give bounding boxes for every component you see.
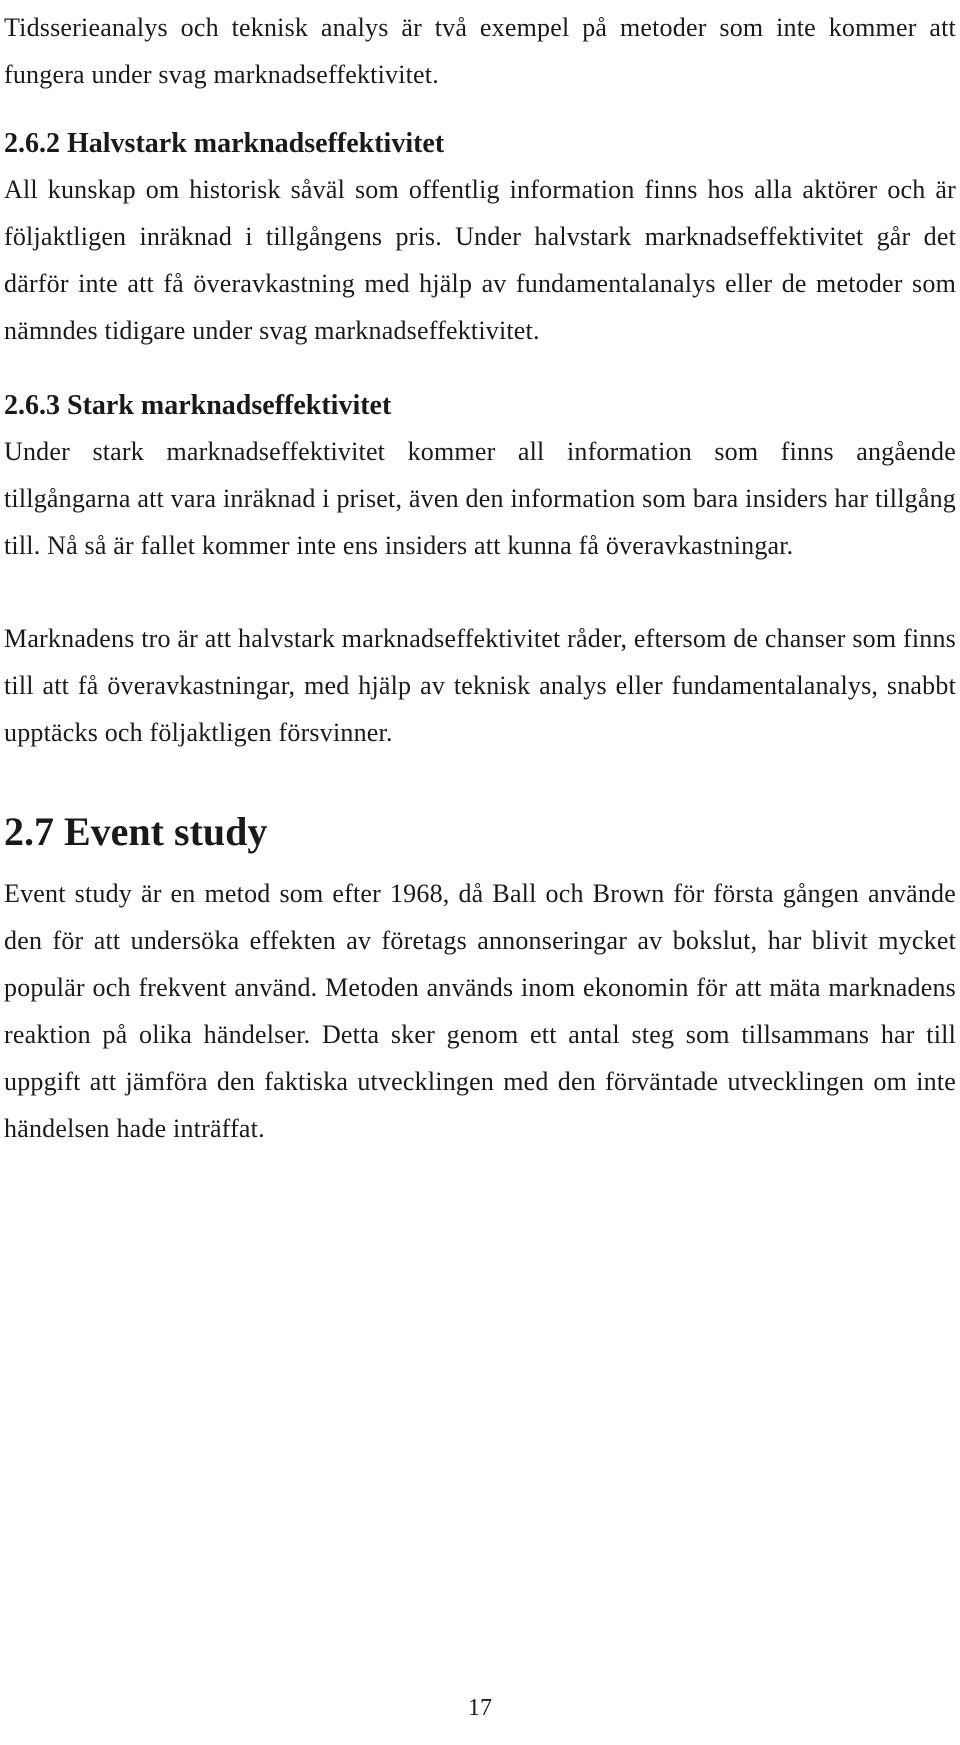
spacer xyxy=(4,569,956,615)
paragraph-intro: Tidsserieanalys och teknisk analys är två exempel på metoder som inte kommer att fungera under svag marknadseffektivitet. xyxy=(4,13,956,89)
spacer xyxy=(4,98,956,122)
page-number: 17 xyxy=(468,1695,492,1721)
paragraph-halvstark: All kunskap om historisk såväl som offentlig information finns hos alla aktörer och är följaktligen inräknad i tillgångens pris. Under halvstark marknadseffektivitet går det därför inte att få överavkastning med hjälp av fundamentalanalys eller de metoder som nämndes tidigare under svag marknadseffektivitet. xyxy=(4,175,956,345)
heading-2-6-2: 2.6.2 Halvstark marknadseffektivitet xyxy=(4,128,445,159)
paragraph-event-study: Event study är en metod som efter 1968, då Ball och Brown för första gången använde den för att undersöka effekten av företags annonseringar av bokslut, har blivit mycket populär och frekvent använd. Metoden används inom ekonomin för att mäta marknadens reaktion på olika händelser. Detta sker genom ett antal steg som tillsammans har till uppgift att jämföra den faktiska utvecklingen med den förväntade utvecklingen om inte händelsen hade inträffat. xyxy=(4,879,956,1143)
heading-2-6-3: 2.6.3 Stark marknadseffektivitet xyxy=(4,390,392,421)
document-page xyxy=(4,0,956,1152)
heading-2-7: 2.7 Event study xyxy=(4,809,268,854)
spacer xyxy=(4,862,956,870)
paragraph-marknadens-tro: Marknadens tro är att halvstark marknadseffektivitet råder, eftersom de chanser som finns till att få överavkastningar, med hjälp av teknisk analys eller fundamentalanalys, snabbt upptäcks och följaktligen försvinner. xyxy=(4,624,956,747)
paragraph-stark: Under stark marknadseffektivitet kommer all information som finns angående tillgångarna att vara inräknad i priset, även den information som bara insiders har tillgång till. Nå så är fallet kommer inte ens insiders att kunna få överavkastningar. xyxy=(4,437,956,560)
spacer xyxy=(4,354,956,384)
spacer xyxy=(4,756,956,802)
